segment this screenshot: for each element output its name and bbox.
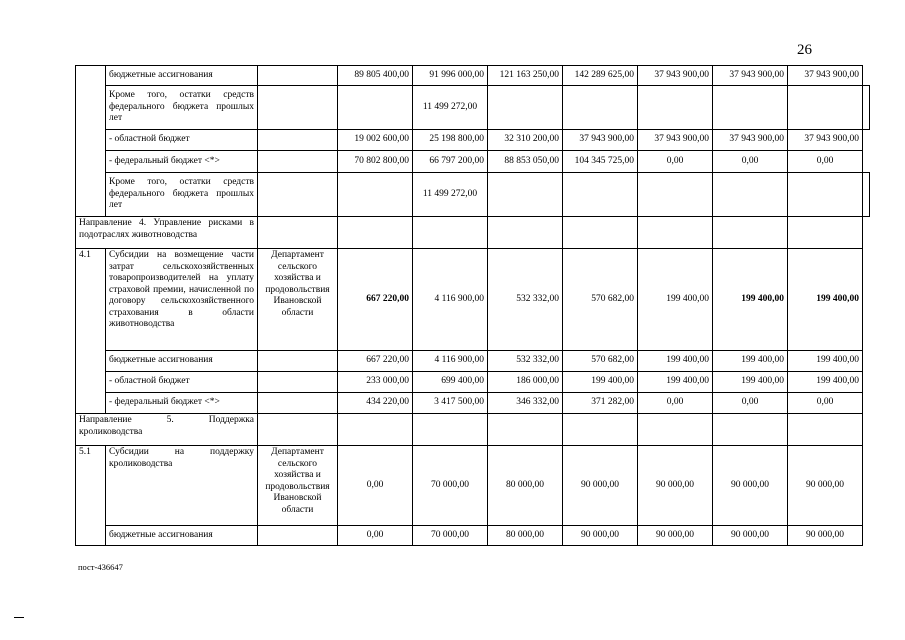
- value-cell: 90 000,00: [788, 526, 863, 546]
- section-row: [76, 217, 870, 249]
- value-cell: 37 943 900,00: [713, 130, 788, 151]
- value-cell: 199 400,00: [638, 249, 713, 351]
- value-cell: 90 000,00: [638, 446, 713, 526]
- value-cell: 199 400,00: [563, 372, 638, 393]
- value-cell: 89 805 400,00: [338, 66, 413, 86]
- section-title: Направление 4. Управление рисками в подотраслях животноводства: [76, 217, 258, 249]
- value-cell: 37 943 900,00: [563, 130, 638, 151]
- value-cell: 199 400,00: [788, 372, 863, 393]
- table-row: [76, 446, 870, 526]
- value-cell: 0,00: [338, 526, 413, 546]
- executor-cell: Департамент сельского хозяйства и продовольствия Ивановской области: [258, 446, 338, 526]
- footer-code: пост-436647: [78, 562, 123, 572]
- executor-cell: [258, 66, 338, 86]
- value-cell: 699 400,00: [413, 372, 488, 393]
- table-row: [76, 393, 870, 414]
- value-cell: 199 400,00: [788, 249, 863, 351]
- value-cell: 90 000,00: [788, 446, 863, 526]
- row-label: Кроме того, остатки средств федерального бюджета прошлых лет: [106, 86, 258, 130]
- table-row: [76, 526, 870, 546]
- executor-cell: Департамент сельского хозяйства и продовольствия Ивановской области: [258, 249, 338, 351]
- value-cell: 80 000,00: [488, 526, 563, 546]
- item-name: Субсидии на поддержку кролиководства: [106, 446, 258, 526]
- value-cell: 570 682,00: [563, 249, 638, 351]
- value-cell: 186 000,00: [488, 372, 563, 393]
- value-cell: 66 797 200,00: [413, 151, 488, 173]
- value-cell: 0,00: [713, 151, 788, 173]
- row-label: бюджетные ассигнования: [106, 351, 258, 372]
- table-row: [76, 249, 870, 351]
- value-cell: 0,00: [638, 393, 713, 414]
- value-cell: 667 220,00: [338, 351, 413, 372]
- value-cell: 88 853 050,00: [488, 151, 563, 173]
- page-number: 26: [797, 42, 812, 58]
- section-title: Направление 5. Поддержка кролиководства: [76, 414, 258, 446]
- value-cell: 90 000,00: [638, 526, 713, 546]
- value-cell: 90 000,00: [563, 526, 638, 546]
- code-cell: [76, 66, 106, 217]
- value-cell: 32 310 200,00: [488, 130, 563, 151]
- row-label: - федеральный бюджет <*>: [106, 151, 258, 173]
- value-cell: 142 289 625,00: [563, 66, 638, 86]
- value-cell: 90 000,00: [713, 526, 788, 546]
- row-label: - областной бюджет: [106, 130, 258, 151]
- value-cell: 90 000,00: [713, 446, 788, 526]
- value-cell: 199 400,00: [788, 351, 863, 372]
- value-cell: 91 996 000,00: [413, 66, 488, 86]
- value-cell: 90 000,00: [563, 446, 638, 526]
- table-row: [76, 66, 870, 86]
- value-cell: 199 400,00: [713, 249, 788, 351]
- value-cell: 70 000,00: [413, 446, 488, 526]
- section-row: [76, 414, 870, 446]
- value-cell: 37 943 900,00: [713, 66, 788, 86]
- value-cell: 19 002 600,00: [338, 130, 413, 151]
- table-row: [76, 173, 870, 217]
- item-code: 4.1: [76, 249, 106, 414]
- table-row: [76, 372, 870, 393]
- item-code: 5.1: [76, 446, 106, 546]
- value-cell: 434 220,00: [338, 393, 413, 414]
- value-cell: 37 943 900,00: [638, 130, 713, 151]
- value-cell: 37 943 900,00: [638, 66, 713, 86]
- value-cell: 80 000,00: [488, 446, 563, 526]
- value-cell: 0,00: [788, 393, 863, 414]
- table-row: [76, 351, 870, 372]
- value-cell: 532 332,00: [488, 351, 563, 372]
- row-label: Кроме того, остатки средств федерального бюджета прошлых лет: [106, 173, 258, 217]
- value-cell: 0,00: [713, 393, 788, 414]
- value-cell: 0,00: [638, 151, 713, 173]
- value-cell: 37 943 900,00: [788, 130, 863, 151]
- value-cell: 121 163 250,00: [488, 66, 563, 86]
- value-cell: 199 400,00: [713, 372, 788, 393]
- edge-mark: [14, 617, 24, 618]
- value-cell: 570 682,00: [563, 351, 638, 372]
- value-cell: 199 400,00: [713, 351, 788, 372]
- value-cell: 4 116 900,00: [413, 249, 488, 351]
- value-cell: 0,00: [338, 446, 413, 526]
- value-cell: 70 000,00: [413, 526, 488, 546]
- value-cell: 11 499 272,00: [413, 173, 488, 217]
- value-cell: 104 345 725,00: [563, 151, 638, 173]
- item-name: Субсидии на возмещение части затрат сельскохозяйственных товаропроизводителей на уплату страховой премии, начисленной по договору сельскохозяйственного страхования в области животноводства: [106, 249, 258, 351]
- budget-table: [75, 65, 870, 546]
- value-cell: 4 116 900,00: [413, 351, 488, 372]
- value-cell: 0,00: [788, 151, 863, 173]
- value-cell: 11 499 272,00: [413, 86, 488, 130]
- value-cell: 371 282,00: [563, 393, 638, 414]
- value-cell: 25 198 800,00: [413, 130, 488, 151]
- value-cell: 37 943 900,00: [788, 66, 863, 86]
- table-row: [76, 86, 870, 130]
- row-label: бюджетные ассигнования: [106, 66, 258, 86]
- value-cell: 70 802 800,00: [338, 151, 413, 173]
- row-label: - областной бюджет: [106, 372, 258, 393]
- row-label: бюджетные ассигнования: [106, 526, 258, 546]
- table-row: [76, 130, 870, 151]
- value-cell: 3 417 500,00: [413, 393, 488, 414]
- value-cell: 199 400,00: [638, 372, 713, 393]
- value-cell: 667 220,00: [338, 249, 413, 351]
- value-cell: 199 400,00: [638, 351, 713, 372]
- value-cell: 346 332,00: [488, 393, 563, 414]
- table-row: [76, 151, 870, 173]
- row-label: - федеральный бюджет <*>: [106, 393, 258, 414]
- value-cell: 532 332,00: [488, 249, 563, 351]
- value-cell: 233 000,00: [338, 372, 413, 393]
